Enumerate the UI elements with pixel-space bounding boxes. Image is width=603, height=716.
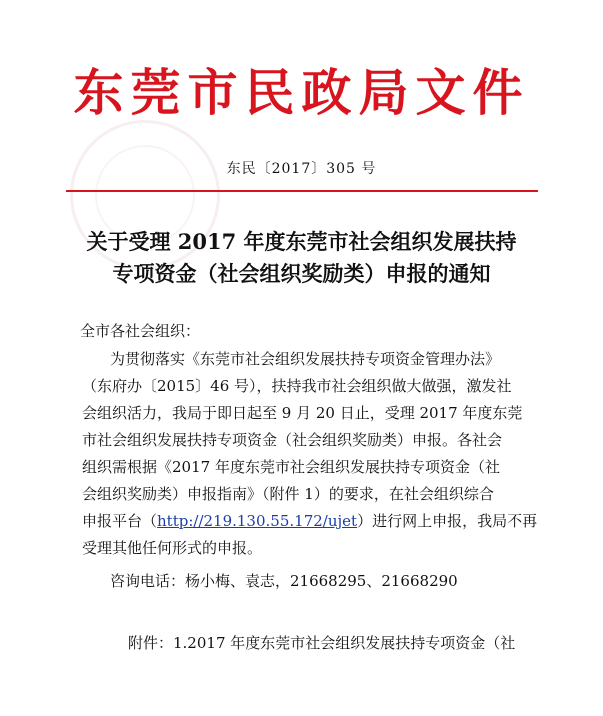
paragraph-line: 会组织活力，我局于即日起至 9 月 20 日止，受理 2017 年度东莞 — [82, 404, 523, 422]
paragraph-line: 受理其他任何形式的申报。 — [82, 539, 263, 557]
platform-suffix: ）进行网上申报，我局不再 — [357, 512, 538, 530]
paragraph-line: （东府办〔2015〕46 号），扶持我市社会组织做大做强，激发社 — [82, 377, 512, 395]
attachment-line: 附件：1.2017 年度东莞市社会组织发展扶持专项资金（社 — [128, 634, 516, 652]
salutation: 全市各社会组织： — [80, 322, 201, 340]
notice-title-line-1: 关于受理 2017 年度东莞市社会组织发展扶持 — [86, 229, 517, 254]
masthead-title: 东莞市民政局文件 — [73, 64, 530, 122]
platform-url-link[interactable]: http://219.130.55.172/ujet — [157, 512, 358, 530]
contact-info: 咨询电话：杨小梅、袁志，21668295、21668290 — [110, 572, 458, 590]
paragraph-line: 市社会组织发展扶持专项资金（社会组织奖励类）申报。各社会 — [82, 431, 503, 449]
platform-prefix: 申报平台（ — [82, 512, 158, 530]
platform-line — [82, 510, 542, 533]
red-divider-line — [66, 190, 538, 192]
document-number: 东民〔2017〕305 号 — [226, 161, 377, 177]
notice-title-line-2: 专项资金（社会组织奖励类）申报的通知 — [112, 261, 491, 286]
paragraph-line: 组织需根据《2017 年度东莞市社会组织发展扶持专项资金（社 — [82, 458, 500, 476]
paragraph-line: 会组织奖励类）申报指南》（附件 1）的要求，在社会组织综合 — [82, 485, 494, 503]
paragraph-line: 为贯彻落实《东莞市社会组织发展扶持专项资金管理办法》 — [110, 350, 501, 368]
